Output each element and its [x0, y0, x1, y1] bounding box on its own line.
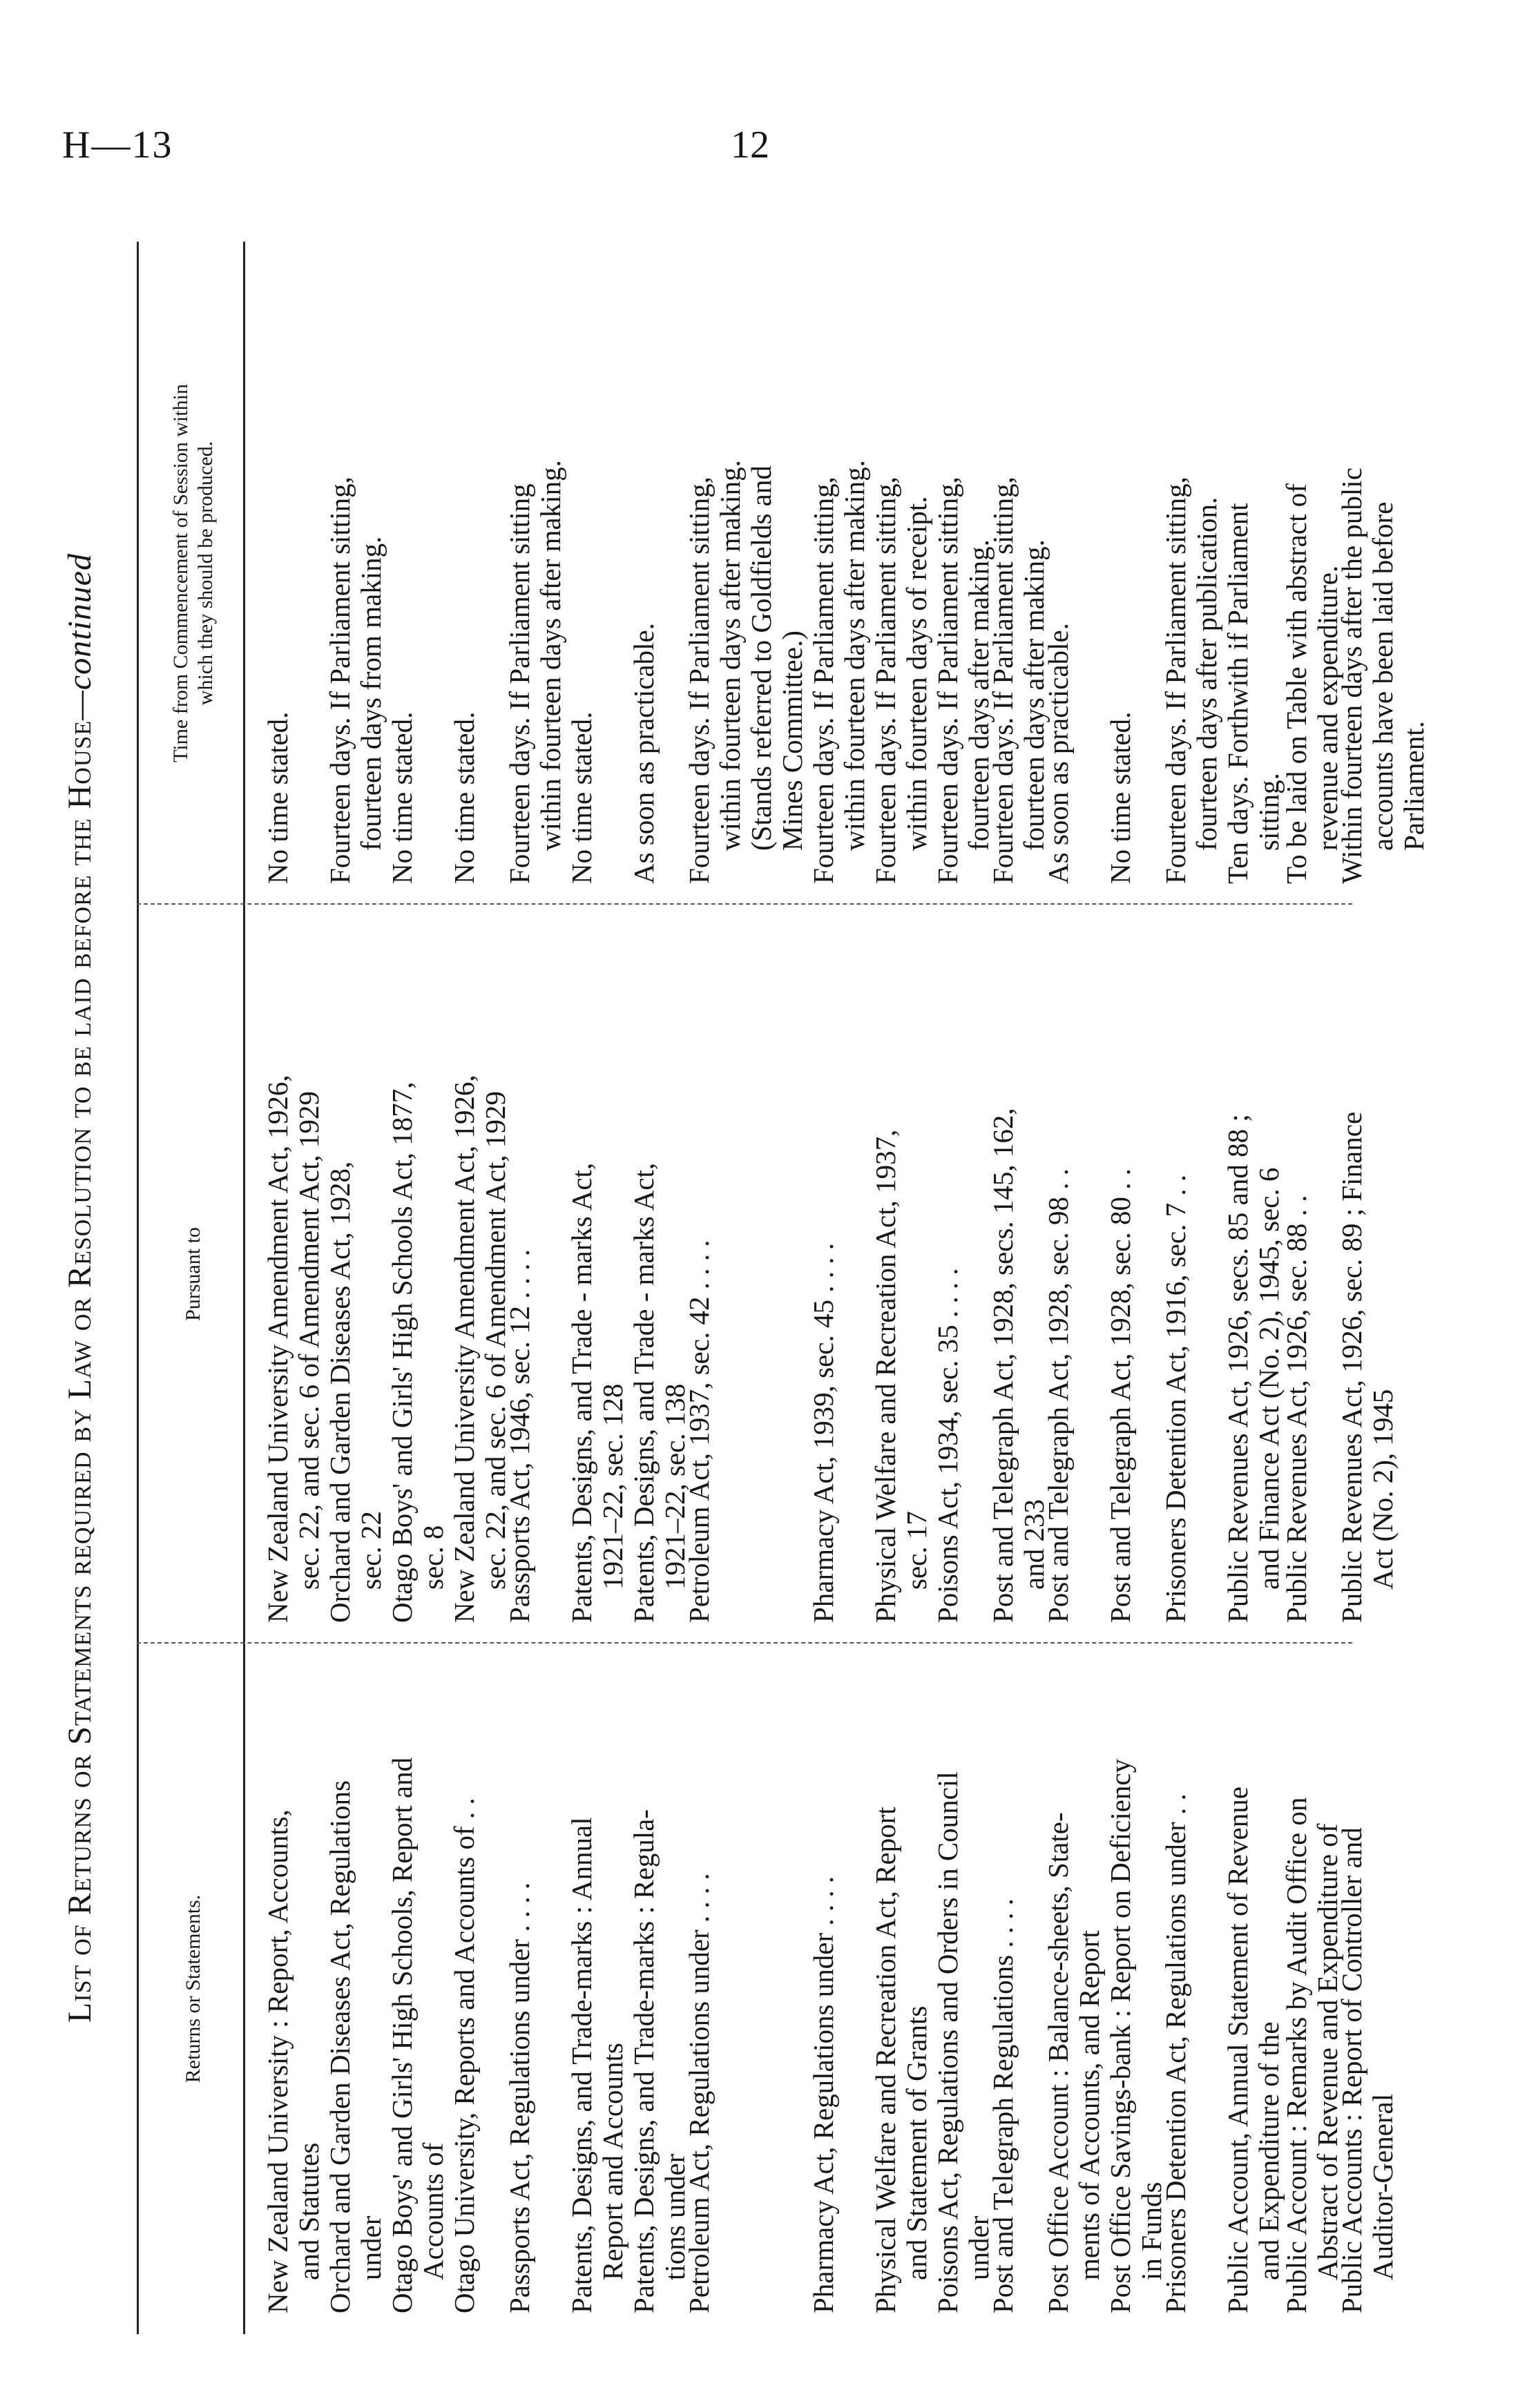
time-cell — [449, 256, 480, 884]
pursuant-cell — [1160, 918, 1191, 1623]
column-divider-1 — [137, 1642, 1352, 1644]
returns-cell-line: Patents, Designs, and Trade-marks : Annual — [566, 1817, 597, 2313]
pursuant-cell-line: 1921–22, sec. 138 — [659, 1383, 691, 1590]
returns-cell-line: Prisoners Detention Act, Regulations under . . — [1160, 1793, 1191, 2313]
page-number: 12 — [731, 124, 769, 166]
time-cell — [684, 256, 808, 884]
time-cell — [325, 256, 387, 884]
pursuant-cell-line: Passports Act, 1946, sec. 12 . . . . — [503, 1249, 535, 1623]
time-cell — [1336, 256, 1430, 884]
returns-cell-line: Post Office Account : Balance-sheets, State- — [1042, 1812, 1074, 2313]
pursuant-cell — [387, 918, 449, 1623]
time-cell-line: fourteen days from making. — [355, 536, 387, 851]
returns-cell-line: Otago University, Reports and Accounts of . . — [448, 1798, 480, 2313]
returns-cell — [1160, 1657, 1191, 2313]
pursuant-cell-line: Prisoners Detention Act, 1916, sec. 7 . . — [1160, 1174, 1191, 1623]
time-cell — [932, 256, 995, 884]
pursuant-cell-line: Public Revenues Act, 1926, secs. 85 and 88 ; — [1222, 1114, 1254, 1623]
time-cell-line: Fourteen days. If Parliament sitting, — [932, 476, 963, 884]
pursuant-cell — [808, 918, 839, 1623]
returns-cell — [932, 1657, 995, 2313]
time-cell-line: Fourteen days. If Parliament sitting, — [807, 476, 839, 884]
time-cell-line: To be laid on Table with abstract of — [1280, 483, 1312, 884]
returns-cell-line: Post and Telegraph Regulations . . . . — [987, 1898, 1019, 2313]
time-cell-line: fourteen days after making. — [1018, 539, 1050, 851]
time-cell — [1281, 256, 1343, 884]
returns-cell-line: Auditor-General — [1367, 2093, 1399, 2280]
time-cell-line: Fourteen days. If Parliament sitting — [503, 483, 535, 884]
pursuant-cell — [988, 918, 1050, 1623]
pursuant-cell-line: 1921–22, sec. 128 — [597, 1383, 628, 1590]
pursuant-cell-line: sec. 8 — [417, 1525, 449, 1590]
returns-cell — [684, 1657, 715, 2313]
pursuant-cell-line: and 233 — [1018, 1499, 1050, 1590]
time-cell — [988, 256, 1050, 884]
time-cell-line: (Stands referred to Goldfields and — [745, 465, 777, 851]
pursuant-cell-line: Pharmacy Act, 1939, sec. 45 . . . . — [807, 1243, 839, 1623]
pursuant-cell-line: sec. 22 — [355, 1511, 387, 1590]
returns-cell-line: Accounts of — [417, 2142, 449, 2280]
time-cell — [1105, 256, 1136, 884]
returns-cell-line: Physical Welfare and Recreation Act, Report — [870, 1807, 901, 2313]
returns-cell-line: under — [355, 2215, 387, 2280]
returns-cell — [325, 1657, 387, 2313]
returns-cell-line: New Zealand University : Report, Accounts, — [262, 1809, 294, 2313]
returns-cell-line: Orchard and Garden Diseases Act, Regulations — [324, 1780, 356, 2313]
pursuant-cell — [1281, 918, 1312, 1623]
time-cell — [504, 256, 566, 884]
returns-cell-line: tions under — [659, 2153, 691, 2280]
returns-cell — [628, 1657, 691, 2313]
returns-cell-line: Report and Accounts — [597, 2043, 628, 2280]
time-cell-line: As soon as practicable. — [1042, 623, 1074, 884]
column-header-time — [152, 242, 235, 905]
top-rule — [137, 242, 139, 2334]
time-cell — [628, 256, 660, 884]
pursuant-cell-line: New Zealand University Amendment Act, 1926, — [448, 1075, 480, 1623]
returns-cell — [449, 1657, 480, 2313]
time-cell-line: No time stated. — [1104, 711, 1136, 884]
column-header-pursuant — [152, 905, 235, 1644]
time-cell-line: Parliament. — [1398, 721, 1430, 851]
column-header-time-line-2: which they should be produced. — [194, 441, 217, 706]
returns-cell-line: Poisons Act, Regulations and Orders in Council — [932, 1771, 963, 2313]
column-header-time-line-1: Time from Commencement of Session within — [169, 383, 192, 763]
time-cell-line: As soon as practicable. — [628, 623, 660, 884]
pursuant-cell-line: Post and Telegraph Act, 1928, secs. 145, 162, — [987, 1108, 1019, 1623]
returns-cell-line: Public Account : Remarks by Audit Office on — [1280, 1797, 1312, 2313]
pursuant-cell-line: Public Revenues Act, 1926, sec. 89 ; Finance — [1336, 1111, 1367, 1623]
time-cell — [808, 256, 870, 884]
pursuant-cell — [504, 918, 535, 1623]
pursuant-cell — [1336, 918, 1399, 1623]
pursuant-cell-line: sec. 22, and sec. 6 of Amendment Act, 1929 — [293, 1091, 325, 1590]
returns-cell-line: Petroleum Act, Regulations under . . . . — [683, 1873, 715, 2313]
time-cell-line: Fourteen days. If Parliament sitting, — [987, 476, 1019, 884]
pursuant-cell-line: Orchard and Garden Diseases Act, 1928, — [324, 1161, 356, 1623]
pursuant-cell — [870, 918, 932, 1623]
pursuant-cell — [1105, 918, 1136, 1623]
returns-cell — [988, 1657, 1019, 2313]
table-title-main: List of Returns or Statements required by Law or Resolution to be laid before the House — [61, 720, 98, 2023]
pursuant-cell-line: and Finance Act (No. 2), 1945, sec. 6 — [1253, 1167, 1285, 1590]
time-cell-line: No time stated. — [386, 711, 418, 884]
time-cell-line: No time stated. — [448, 711, 480, 884]
column-divider-2 — [137, 903, 1352, 905]
returns-cell-line: Public Account, Annual Statement of Revenue — [1222, 1786, 1254, 2313]
time-cell-line: Mines Committee.) — [776, 630, 808, 851]
time-cell-line: accounts have been laid before — [1367, 501, 1399, 851]
table-title-continued: —continued — [61, 552, 98, 720]
time-cell-line: Ten days. Forthwith if Parliament — [1222, 503, 1254, 884]
returns-cell-line: Public Accounts : Report of Controller and — [1336, 1827, 1367, 2313]
returns-cell-line: and Statutes — [293, 2142, 325, 2280]
returns-cell — [1222, 1657, 1285, 2313]
time-cell-line: No time stated. — [566, 711, 597, 884]
page-code: H—13 — [62, 124, 173, 166]
returns-cell-line: and Statement of Grants — [901, 2005, 932, 2280]
pursuant-cell-line: Physical Welfare and Recreation Act, 1937, — [870, 1129, 901, 1623]
pursuant-cell-line: Patents, Designs, and Trade - marks Act, — [628, 1162, 660, 1623]
pursuant-cell — [325, 918, 387, 1623]
pursuant-cell — [684, 918, 715, 1623]
returns-cell — [1336, 1657, 1399, 2313]
returns-cell-line: Post Office Savings-bank : Report on Deficiency — [1104, 1758, 1136, 2313]
time-cell-line: within fourteen days of receipt. — [901, 496, 932, 851]
pursuant-cell-line: Act (No. 2), 1945 — [1367, 1389, 1399, 1590]
time-cell-line: Within fourteen days after the public — [1336, 468, 1367, 884]
time-cell-line: within fourteen days after making. — [714, 460, 746, 851]
returns-cell-line: Patents, Designs, and Trade-marks : Regula- — [628, 1809, 660, 2313]
time-cell — [566, 256, 597, 884]
pursuant-cell-line: New Zealand University Amendment Act, 1926, — [262, 1075, 294, 1623]
returns-cell — [870, 1657, 932, 2313]
pursuant-cell — [1043, 918, 1074, 1623]
time-cell-line: Fourteen days. If Parliament sitting, — [870, 476, 901, 884]
pursuant-cell — [932, 918, 963, 1623]
time-cell-line: within fourteen days after making. — [838, 460, 870, 851]
column-header-returns-text: Returns or Statements. — [182, 1894, 204, 2083]
time-cell-line: within fourteen days after making. — [535, 460, 566, 851]
returns-cell-line: and Expenditure of the — [1253, 2021, 1285, 2280]
returns-cell — [262, 1657, 325, 2313]
returns-cell — [566, 1657, 628, 2313]
time-cell — [1160, 256, 1222, 884]
column-header-pursuant-text: Pursuant to — [182, 1227, 204, 1321]
pursuant-cell-line: sec. 22, and sec. 6 of Amendment Act, 1929 — [479, 1091, 511, 1590]
header-rule — [243, 242, 245, 2334]
pursuant-cell — [262, 918, 325, 1623]
pursuant-cell-line: Otago Boys' and Girls' High Schools Act, 1877, — [386, 1081, 418, 1623]
pursuant-cell-line: sec. 17 — [901, 1511, 932, 1590]
returns-cell-line: under — [963, 2215, 995, 2280]
returns-cell — [1043, 1657, 1105, 2313]
returns-cell-line: Pharmacy Act, Regulations under . . . . — [807, 1876, 839, 2313]
time-cell-line: No time stated. — [262, 711, 294, 884]
returns-cell — [387, 1657, 449, 2313]
time-cell-line: Fourteen days. If Parliament sitting, — [324, 476, 356, 884]
time-cell — [870, 256, 932, 884]
returns-cell — [808, 1657, 839, 2313]
returns-cell — [504, 1657, 535, 2313]
pursuant-cell-line: Petroleum Act, 1937, sec. 42 . . . . — [683, 1240, 715, 1623]
pursuant-cell — [449, 918, 511, 1623]
pursuant-cell-line: Post and Telegraph Act, 1928, sec. 98 . . — [1042, 1168, 1074, 1623]
time-cell-line: revenue and expenditure. — [1312, 565, 1343, 851]
pursuant-cell-line: Public Revenues Act, 1926, sec. 88 . . — [1280, 1195, 1312, 1623]
pursuant-cell — [628, 918, 691, 1623]
time-cell — [1043, 256, 1074, 884]
returns-cell-line: ments of Accounts, and Report — [1073, 1930, 1105, 2280]
returns-table-rotated — [55, 242, 1430, 2334]
time-cell-line: Fourteen days. If Parliament sitting, — [683, 476, 715, 884]
pursuant-cell-line: Patents, Designs, and Trade - marks Act, — [566, 1162, 597, 1623]
pursuant-cell-line: Post and Telegraph Act, 1928, sec. 80 . . — [1104, 1168, 1136, 1623]
time-cell — [1222, 256, 1285, 884]
time-cell-line: fourteen days after publication. — [1191, 497, 1222, 851]
returns-cell — [1281, 1657, 1343, 2313]
table-title — [61, 242, 99, 2334]
returns-cell-line: Otago Boys' and Girls' High Schools, Report and — [386, 1757, 418, 2313]
returns-cell-line: Abstract of Revenue and Expenditure of — [1312, 1823, 1343, 2280]
time-cell — [387, 256, 418, 884]
returns-cell — [1105, 1657, 1167, 2313]
time-cell — [262, 256, 294, 884]
time-cell-line: fourteen days after making. — [963, 539, 995, 851]
pursuant-cell-line: Poisons Act, 1934, sec. 35 . . . . — [932, 1268, 963, 1623]
returns-cell-line: in Funds — [1135, 2181, 1167, 2280]
pursuant-cell — [566, 918, 628, 1623]
pursuant-cell — [1222, 918, 1285, 1623]
time-cell-line: Fourteen days. If Parliament sitting, — [1160, 476, 1191, 884]
returns-cell-line: Passports Act, Regulations under . . . . — [503, 1882, 535, 2313]
column-header-returns — [152, 1644, 235, 2334]
time-cell-line: sitting. — [1253, 773, 1285, 851]
